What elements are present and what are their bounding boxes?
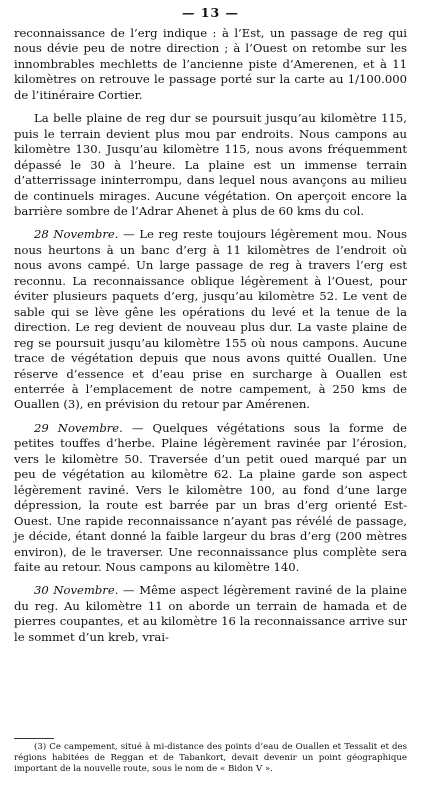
paragraph	[14, 227, 407, 412]
paragraph-text: — Quelques végétations sous la forme de petites touffes d’herbe. Plaine légèrement ravinée par l’érosion, vers le kilomètre 50. Traversée d’un petit oued marqué par un peu de végétation au kilomètre 62. La plaine garde son aspect légèrement raviné. Vers le kilomètre 100, au fond d’une large dépression, la route est barrée par un bras d’erg orienté Est-Ouest. Une rapide reconnaissance n’ayant pas révélé de passage, je décide, étant donné la faible largeur du bras d’erg (200 mètres environ), de le traverser. Une reconnaissance plus complète sera faite au retour. Nous campons au kilomètre 140.	[14, 420, 408, 574]
footnote-divider	[14, 738, 54, 739]
paragraph	[14, 421, 407, 576]
paragraph	[14, 26, 407, 103]
paragraph	[14, 583, 407, 645]
entry-date: 29 Novembre.	[34, 420, 123, 435]
entry-date: 28 Novembre.	[34, 227, 119, 242]
paragraph-text: La belle plaine de reg dur se poursuit jusqu’au kilomètre 115, puis le terrain devient plus mou par endroits. Nous campons au kilomètre 130. Jusqu’au kilomètre 115, nous avons fréquemment dépassé le 30 à l’heure. La plaine est un immense terrain d’atterrissage ininterrompu, dans lequel nous avançons au milieu de continuels mirages. Aucune végétation. On aperçoit encore la barrière sombre de l’Adrar Ahenet à plus de 60 kms du col.	[14, 111, 407, 218]
paragraph-text: reconnaissance de l’erg indique : à l’Est, un passage de reg qui nous dévie peu de notre direction ; à l’Ouest on retombe sur les innombrables mechletts de l’ancienne piste d’Amerenen, et à 11 kilomètres on retrouve le passage porté sur la carte au 1/100.000 de l’itinéraire Cortier.	[14, 26, 407, 102]
body-text	[14, 26, 407, 653]
entry-date: 30 Novembre.	[34, 583, 119, 598]
paragraph	[14, 111, 407, 219]
page-number: — 13 —	[181, 5, 240, 20]
paragraph-text: — Même aspect légèrement raviné de la plaine du reg. Au kilomètre 11 on aborde un terrain de hamada et de pierres coupantes, et au kilomètre 16 la reconnaissance arrive sur le sommet d’un kreb, vrai-	[14, 583, 407, 644]
footnote: (3) Ce campement, situé à mi-distance des points d’eau de Ouallen et Tessalit et des régions habitées de Reggan et de Tabankort, devait devenir un point géographique important de la nouvelle route, sous le nom de « Bidon V ».	[14, 742, 407, 775]
paragraph-text: — Le reg reste toujours légèrement mou. Nous nous heurtons à un banc d’erg à 11 kilomètres de l’endroit où nous avons campé. Un large passage de reg à travers l’erg est reconnu. La reconnaissance oblique légèrement à l’Ouest, pour éviter plusieurs paquets d’erg, jusqu’au kilomètre 52. Le vent de sable qui se lève gêne les opérations du levé et la tenue de la direction. Le reg devient de nouveau plus dur. La vaste plaine de reg se poursuit jusqu’au kilomètre 155 où nous campons. Aucune trace de végétation depuis que nous avons quitté Ouallen. Une réserve d’essence et d’eau prise en surcharge à Ouallen est enterrée à l’emplacement de notre campement, à 250 kms de Ouallen (3), en prévision du retour par Amérenen.	[14, 227, 407, 412]
